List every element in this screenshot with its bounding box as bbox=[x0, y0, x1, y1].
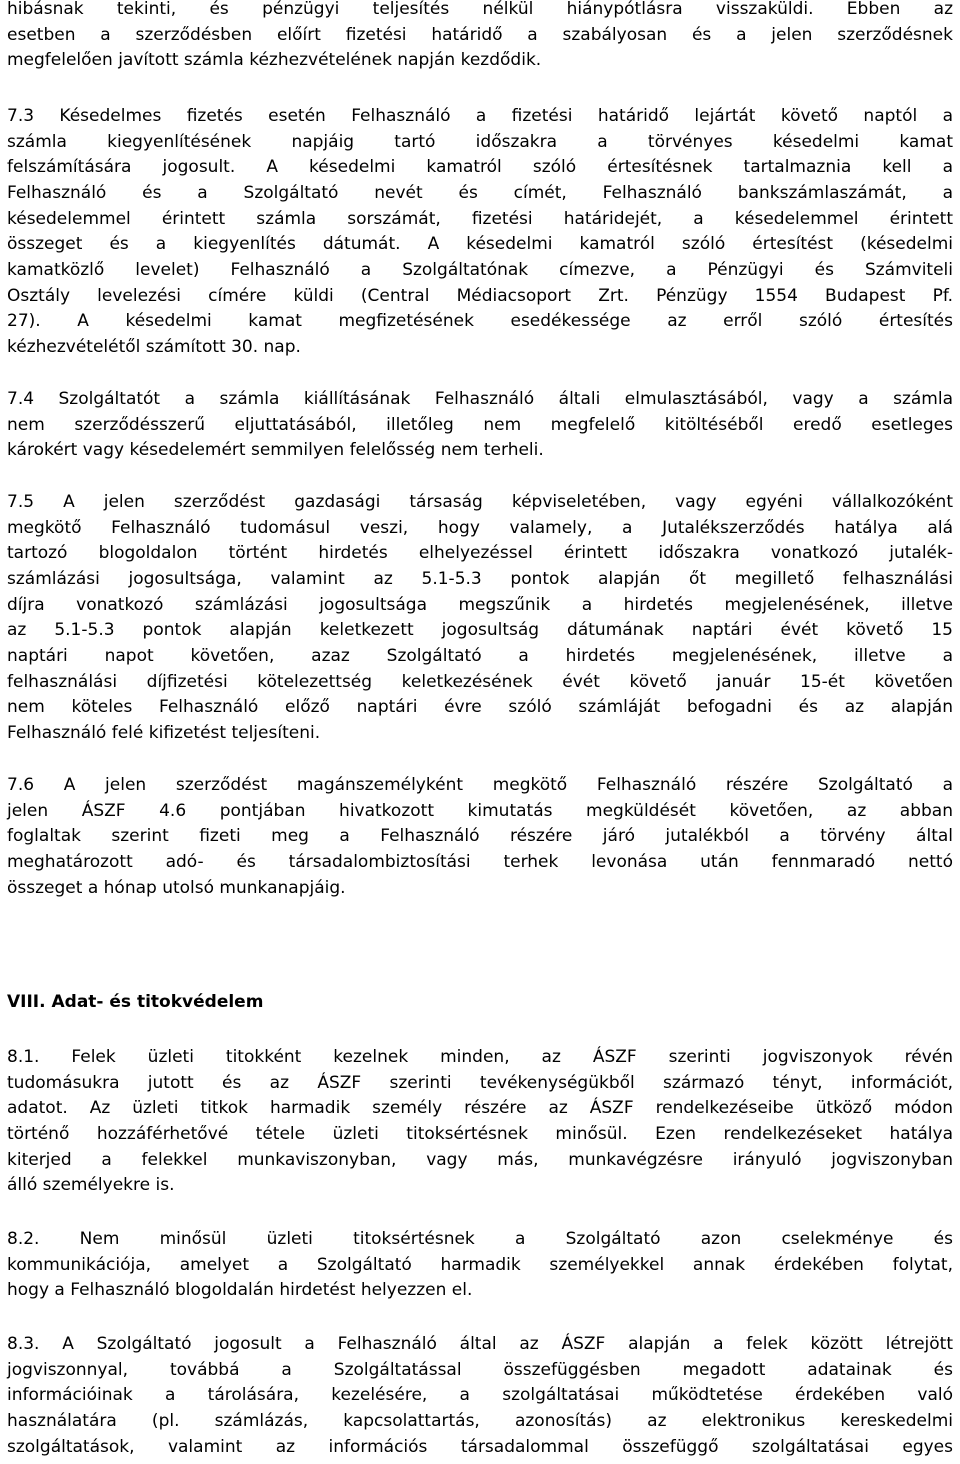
text-line: tartozó blogoldalon történt hirdetés elhelyezéssel érintett időszakra vonatkozó jutalék- bbox=[7, 543, 953, 564]
text-line: Osztály levelezési címére küldi (Central Médiacsoport Zrt. Pénzügy 1554 Budapest Pf. bbox=[7, 285, 953, 306]
paragraph-8-2 bbox=[7, 1227, 953, 1304]
text-line: foglaltak szerint fizeti meg a Felhasználó részére járó jutalékból a törvény által bbox=[7, 826, 953, 847]
text-line: az 5.1-5.3 pontok alapján keletkezett jogosultság dátumának naptári évét követő 15 bbox=[7, 620, 953, 641]
text-line: hogy a Felhasználó blogoldalán hirdetést helyezzen el. bbox=[7, 1280, 473, 1301]
text-line: 7.6 A jelen szerződést magánszemélyként megkötő Felhasználó részére Szolgáltató a bbox=[7, 775, 953, 795]
text-line: tudomásukra jutott és az ÁSZF szerinti tevékenységükből származó tényt, információt, bbox=[7, 1072, 953, 1093]
text-line: károkért vagy késedelemért semmilyen felelősség nem terheli. bbox=[7, 440, 544, 461]
text-line: késedelemmel érintett számla sorszámát, fizetési határidejét, a késedelemmel érintett bbox=[7, 208, 953, 229]
text-line: megfelelően javított számla kézhezvételének napján kezdődik. bbox=[7, 50, 542, 71]
text-line: díjra vonatkozó számlázási jogosultsága megszűnik a hirdetés megjelenésének, illetve bbox=[7, 594, 953, 615]
text-line: megkötő Felhasználó tudomásul veszi, hogy valamely, a Jutalékszerződés hatálya alá bbox=[7, 517, 953, 538]
paragraph-continuation bbox=[7, 0, 953, 74]
text-line: kamatközlő levelet) Felhasználó a Szolgáltatónak címezve, a Pénzügyi és Számviteli bbox=[7, 260, 953, 281]
paragraph-7-6 bbox=[7, 773, 953, 901]
text-line: 8.3. A Szolgáltató jogosult a Felhasználó által az ÁSZF alapján a felek között létrejött bbox=[7, 1334, 953, 1354]
text-line: adatot. Az üzleti titkok harmadik személy részére az ÁSZF rendelkezéseibe ütköző módon bbox=[7, 1098, 953, 1119]
text-line: 27). A késedelmi kamat megfizetésének esedékessége az erről szóló értesítés bbox=[7, 311, 953, 332]
paragraph-8-3 bbox=[7, 1332, 953, 1460]
text-line: kommunikációja, amelyet a Szolgáltató harmadik személyekkel annak érdekében folytat, bbox=[7, 1254, 953, 1275]
paragraph-7-4 bbox=[7, 387, 953, 464]
text-line: történő hozzáférhetővé tétele üzleti titoksértésnek minősül. Ezen rendelkezéseket hatálya bbox=[7, 1124, 953, 1145]
text-line: Felhasználó felé kifizetést teljesíteni. bbox=[7, 723, 321, 744]
text-line: felhasználási díjfizetési kötelezettség keletkezésének évét követő január 15-ét követően bbox=[7, 671, 953, 692]
text-line: esetben a szerződésben előírt fizetési határidő a szabályosan és a jelen szerződésnek bbox=[7, 24, 953, 45]
text-line: kézhezvételétől számított 30. nap. bbox=[7, 337, 301, 358]
text-line: jelen ÁSZF 4.6 pontjában hivatkozott kimutatás megküldését követően, az abban bbox=[7, 800, 953, 821]
text-line: 7.4 Szolgáltatót a számla kiállításának Felhasználó általi elmulasztásából, vagy a számla bbox=[7, 389, 953, 409]
text-line: nem köteles Felhasználó előző naptári évre szóló számláját befogadni és az alapján bbox=[7, 697, 953, 718]
text-line: nem szerződésszerű eljuttatásából, illetőleg nem megfelelő kitöltéséből eredő esetleges bbox=[7, 414, 953, 435]
text-line: számla kiegyenlítésének napjáig tartó időszakra a törvényes késedelmi kamat bbox=[7, 131, 953, 152]
text-line: Felhasználó és a Szolgáltató nevét és címét, Felhasználó bankszámlaszámát, a bbox=[7, 183, 953, 204]
text-line: naptári napot követően, azaz Szolgáltató a hirdetés megjelenésének, illetve a bbox=[7, 646, 953, 667]
text-line: használatára (pl. számlázás, kapcsolattartás, azonosítás) az elektronikus kereskedelmi bbox=[7, 1411, 953, 1432]
text-line: információinak a tárolására, kezelésére, a szolgáltatásai működtetése érdekében való bbox=[7, 1385, 953, 1406]
text-line: 7.3 Késedelmes fizetés esetén Felhasználó a fizetési határidő lejártát követő naptól a bbox=[7, 106, 953, 126]
text-line: meghatározott adó- és társadalombiztosítási terhek levonása után fennmaradó nettó bbox=[7, 852, 953, 873]
text-line: számlázási jogosultsága, valamint az 5.1-5.3 pontok alapján őt megillető felhasználási bbox=[7, 569, 953, 590]
text-line: kiterjed a felekkel munkaviszonyban, vagy más, munkavégzésre irányuló jogviszonyban bbox=[7, 1149, 953, 1170]
paragraph-7-5 bbox=[7, 490, 953, 747]
text-line: 8.1. Felek üzleti titokként kezelnek minden, az ÁSZF szerinti jogviszonyok révén bbox=[7, 1047, 953, 1067]
section-heading: VIII. Adat- és titokvédelem bbox=[7, 992, 264, 1012]
text-line: jogviszonnyal, továbbá a Szolgáltatással összefüggésben megadott adatainak és bbox=[7, 1359, 953, 1380]
text-line: álló személyekre is. bbox=[7, 1175, 175, 1196]
text-line: összeget a hónap utolsó munkanapjáig. bbox=[7, 877, 346, 898]
paragraph-7-3 bbox=[7, 104, 953, 361]
text-line: szolgáltatások, valamint az információs társadalommal összefüggő szolgáltatásai egyes bbox=[7, 1436, 953, 1457]
paragraph-8-1 bbox=[7, 1045, 953, 1199]
text-line: összeget és a kiegyenlítés dátumát. A késedelmi kamatról szóló értesítést (késedelmi bbox=[7, 234, 953, 255]
text-line: hibásnak tekinti, és pénzügyi teljesítés nélkül hiánypótlásra visszaküldi. Ebben az bbox=[7, 0, 953, 19]
text-line: 8.2. Nem minősül üzleti titoksértésnek a Szolgáltató azon cselekménye és bbox=[7, 1229, 953, 1249]
text-line: felszámítására jogosult. A késedelmi kamatról szóló értesítésnek tartalmaznia kell a bbox=[7, 157, 953, 178]
text-line: 7.5 A jelen szerződést gazdasági társaság képviseletében, vagy egyéni vállalkozóként bbox=[7, 492, 953, 512]
